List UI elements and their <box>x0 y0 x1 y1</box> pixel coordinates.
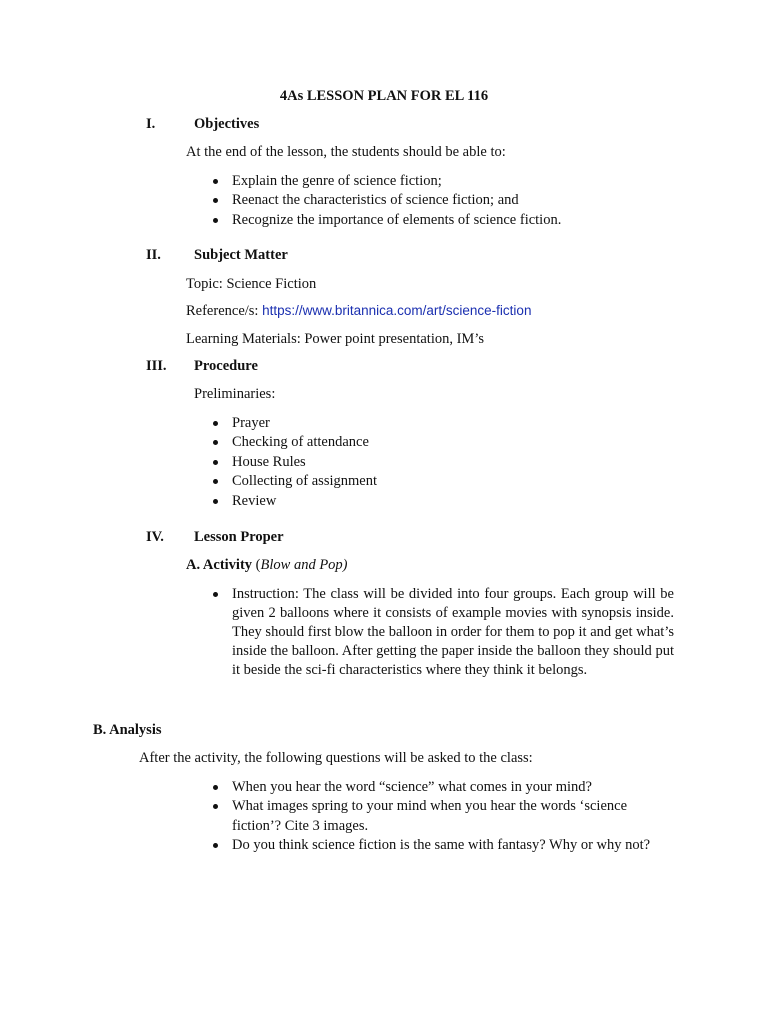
activity-list <box>212 585 674 680</box>
section-number-objectives: I. <box>146 116 156 132</box>
list-item: Prayer <box>212 414 377 433</box>
section-number-subject: II. <box>146 247 161 263</box>
subject-materials: Learning Materials: Power point presentation, IM’s <box>186 331 484 347</box>
list-item: Recognize the importance of elements of science fiction. <box>212 211 561 230</box>
objectives-list <box>212 172 561 230</box>
section-number-procedure: III. <box>146 358 167 374</box>
section-heading-lesson: Lesson Proper <box>194 529 284 545</box>
section-heading-subject: Subject Matter <box>194 247 288 263</box>
list-item: Checking of attendance <box>212 433 377 452</box>
preliminaries-list <box>212 414 377 511</box>
list-item: House Rules <box>212 453 377 472</box>
list-item: When you hear the word “science” what comes in your mind? <box>212 778 662 797</box>
activity-label: A. Activity <box>186 557 253 573</box>
list-item: Do you think science fiction is the same with fantasy? Why or why not? <box>212 836 662 855</box>
list-item: Reenact the characteristics of science fiction; and <box>212 191 561 210</box>
subject-topic: Topic: Science Fiction <box>186 276 317 292</box>
section-number-lesson: IV. <box>146 529 164 545</box>
list-item: Review <box>212 492 377 511</box>
procedure-preliminaries: Preliminaries: <box>194 386 276 402</box>
analysis-questions <box>212 778 662 856</box>
section-heading-objectives: Objectives <box>194 116 260 132</box>
objectives-intro: At the end of the lesson, the students should be able to: <box>186 144 506 160</box>
list-item: Collecting of assignment <box>212 472 377 491</box>
section-heading-procedure: Procedure <box>194 358 258 374</box>
reference-link[interactable]: https://www.britannica.com/art/science-fiction <box>262 303 532 318</box>
list-item: What images spring to your mind when you hear the words ‘science fiction’? Cite 3 images. <box>212 797 662 836</box>
activity-name: Blow and Pop) <box>260 557 348 573</box>
reference-label: Reference/s: <box>186 303 259 319</box>
list-item: Explain the genre of science fiction; <box>212 172 561 191</box>
subject-reference <box>186 303 531 320</box>
activity-heading <box>186 557 348 574</box>
analysis-intro: After the activity, the following questions will be asked to the class: <box>139 750 533 766</box>
activity-paren: ( <box>252 557 261 573</box>
analysis-heading: B. Analysis <box>93 722 162 738</box>
activity-instruction: Instruction: The class will be divided into four groups. Each group will be given 2 balloons where it consists of example movies with synopsis inside. They should first blow the balloon in order for them to pop it and get what’s inside the balloon. After getting the paper inside the balloon they should put it beside the sci-fi characteristics where they think it belongs. <box>212 585 674 680</box>
document-title: 4As LESSON PLAN FOR EL 116 <box>279 88 489 104</box>
